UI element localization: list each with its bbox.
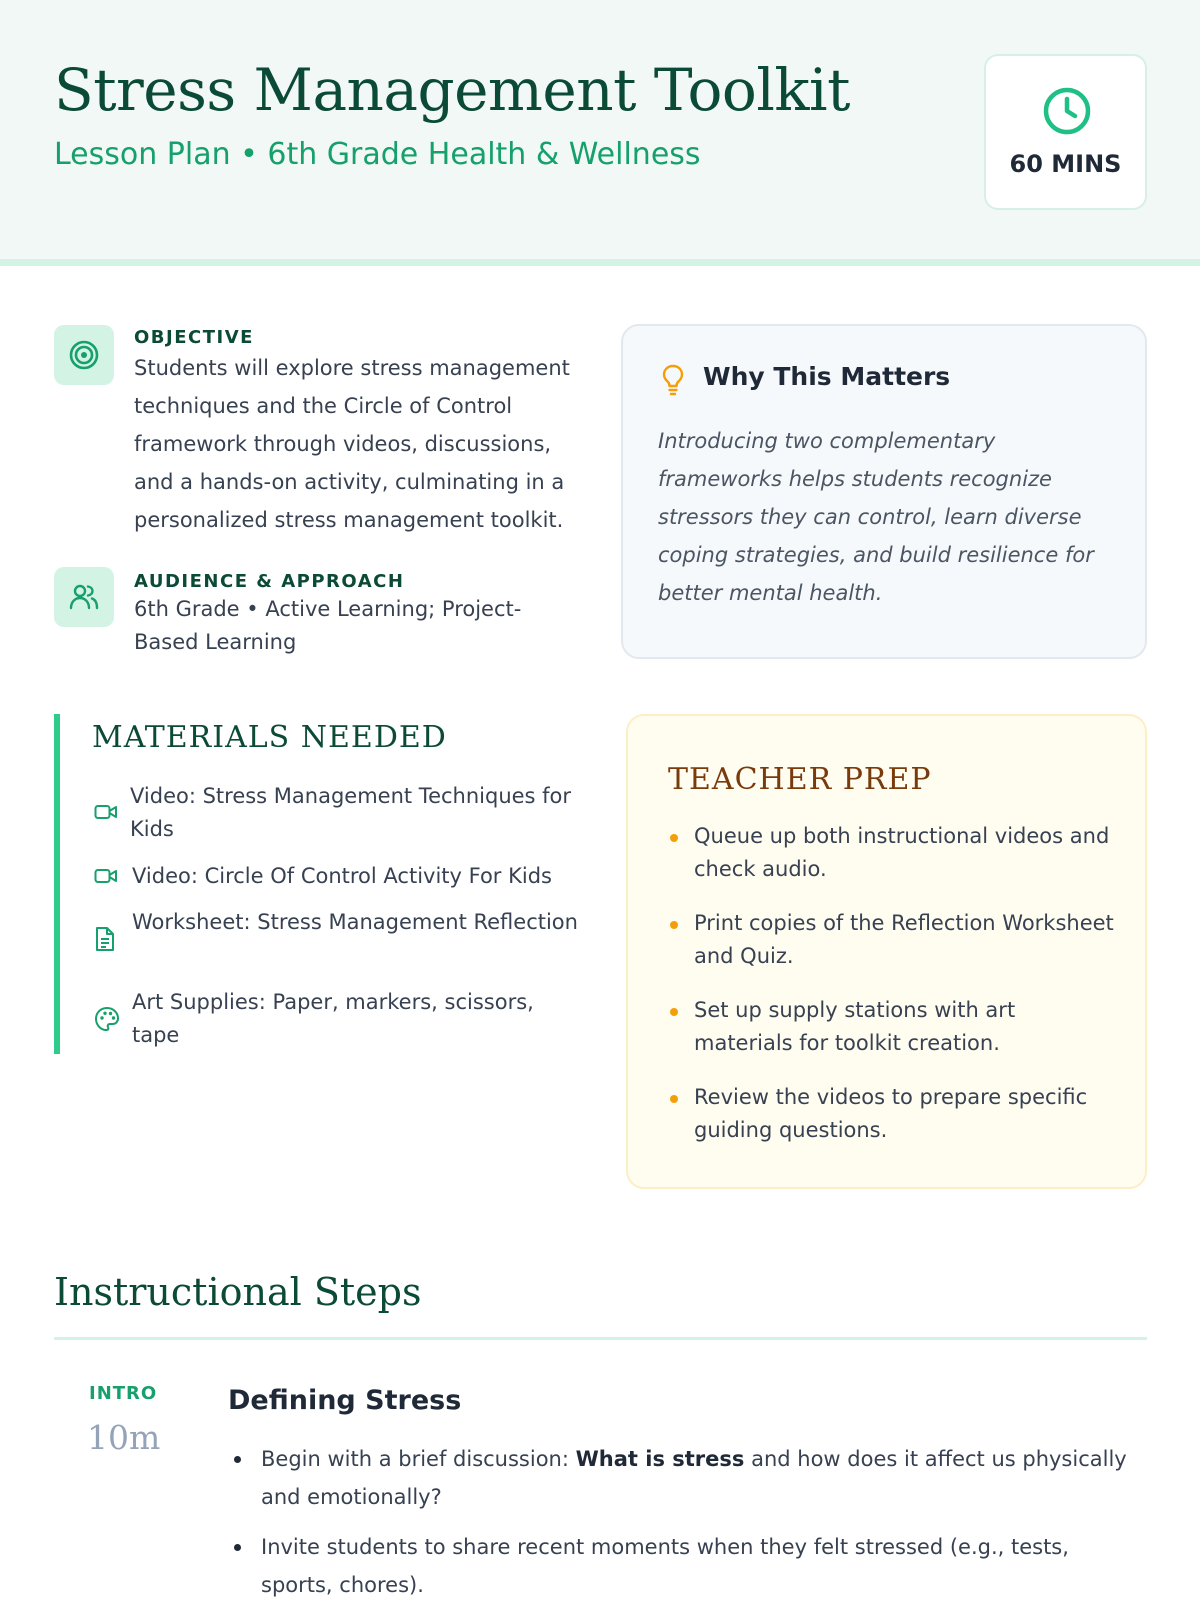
- steps-title: Instructional Steps: [54, 1270, 422, 1314]
- why-title: Why This Matters: [703, 362, 951, 391]
- audience-label: AUDIENCE & APPROACH: [134, 571, 405, 592]
- step-bullet: [228, 1528, 1138, 1600]
- prep-item: [668, 820, 1118, 886]
- bullet-dot-icon: [234, 1544, 241, 1551]
- why-this-matters-card: [621, 324, 1147, 659]
- objective-label: OBJECTIVE: [134, 327, 254, 348]
- bullet-dot-icon: [670, 921, 678, 929]
- prep-item-text: Set up supply stations with art materials for toolkit creation.: [694, 998, 1016, 1055]
- material-item: [94, 780, 584, 846]
- video-icon: [94, 802, 118, 822]
- target-icon: [68, 339, 100, 371]
- material-text: Art Supplies: Paper, markers, scissors, tape: [132, 990, 534, 1047]
- page-header: [0, 0, 1200, 266]
- prep-item: [668, 1081, 1118, 1147]
- prep-title: TEACHER PREP: [668, 762, 932, 797]
- bullet-dot-icon: [670, 834, 678, 842]
- step-bullet-emphasis: What is stress: [575, 1447, 745, 1471]
- objective-icon-box: [54, 325, 114, 385]
- bullet-dot-icon: [670, 1008, 678, 1016]
- video-icon: [94, 866, 118, 886]
- prep-item: [668, 994, 1118, 1060]
- step-bullet: [228, 1440, 1138, 1516]
- bullet-dot-icon: [234, 1456, 241, 1463]
- material-text: Worksheet: Stress Management Reflection: [132, 910, 578, 934]
- lightbulb-icon: [660, 363, 686, 397]
- page-subtitle: Lesson Plan • 6th Grade Health & Wellness: [54, 137, 701, 172]
- audience-icon-box: [54, 567, 114, 627]
- materials-title: MATERIALS NEEDED: [92, 720, 447, 755]
- steps-divider: [54, 1337, 1147, 1340]
- users-icon: [68, 581, 100, 613]
- teacher-prep-card: [626, 714, 1147, 1189]
- step-phase-tag: INTRO: [89, 1383, 158, 1404]
- step-duration: 10m: [87, 1418, 161, 1457]
- material-item: [94, 860, 584, 894]
- prep-item: [668, 907, 1118, 973]
- objective-text: Students will explore stress management techniques and the Circle of Control framework through videos, discussions, and a hands-on activity, culminating in a personalized stress management toolkit.: [134, 356, 570, 532]
- step-heading: Defining Stress: [228, 1385, 462, 1416]
- prep-item-text: Queue up both instructional videos and check audio.: [694, 824, 1110, 881]
- clock-icon: [1042, 86, 1092, 136]
- why-text: Introducing two complementary frameworks helps students recognize stressors they can control, learn diverse coping strategies, and build resilience for better mental health.: [658, 429, 1094, 605]
- step-bullet-text: Begin with a brief discussion:: [261, 1447, 576, 1471]
- page-title: Stress Management Toolkit: [54, 56, 850, 124]
- material-item: [94, 986, 584, 1052]
- document-icon: [94, 926, 116, 952]
- duration-card: [984, 54, 1147, 210]
- step-bullet-list: [228, 1440, 1138, 1600]
- prep-item-text: Print copies of the Reflection Worksheet and Quiz.: [694, 911, 1114, 968]
- prep-list: [668, 820, 1118, 1168]
- material-text: Video: Circle Of Control Activity For Kids: [132, 864, 552, 888]
- material-item: [94, 906, 584, 972]
- material-text: Video: Stress Management Techniques for Kids: [130, 784, 572, 841]
- step-bullet-text: Invite students to share recent moments when they felt stressed (e.g., tests, sports, chores).: [261, 1535, 1069, 1597]
- audience-text: 6th Grade • Active Learning; Project-Based Learning: [134, 597, 522, 654]
- duration-label: 60 MINS: [1009, 150, 1122, 178]
- materials-section: [54, 714, 584, 1054]
- prep-item-text: Review the videos to prepare specific guiding questions.: [694, 1085, 1088, 1142]
- bullet-dot-icon: [670, 1095, 678, 1103]
- palette-icon: [94, 1006, 120, 1032]
- step-bullet-text: and how does it affect us physically and emotionally?: [261, 1447, 1127, 1509]
